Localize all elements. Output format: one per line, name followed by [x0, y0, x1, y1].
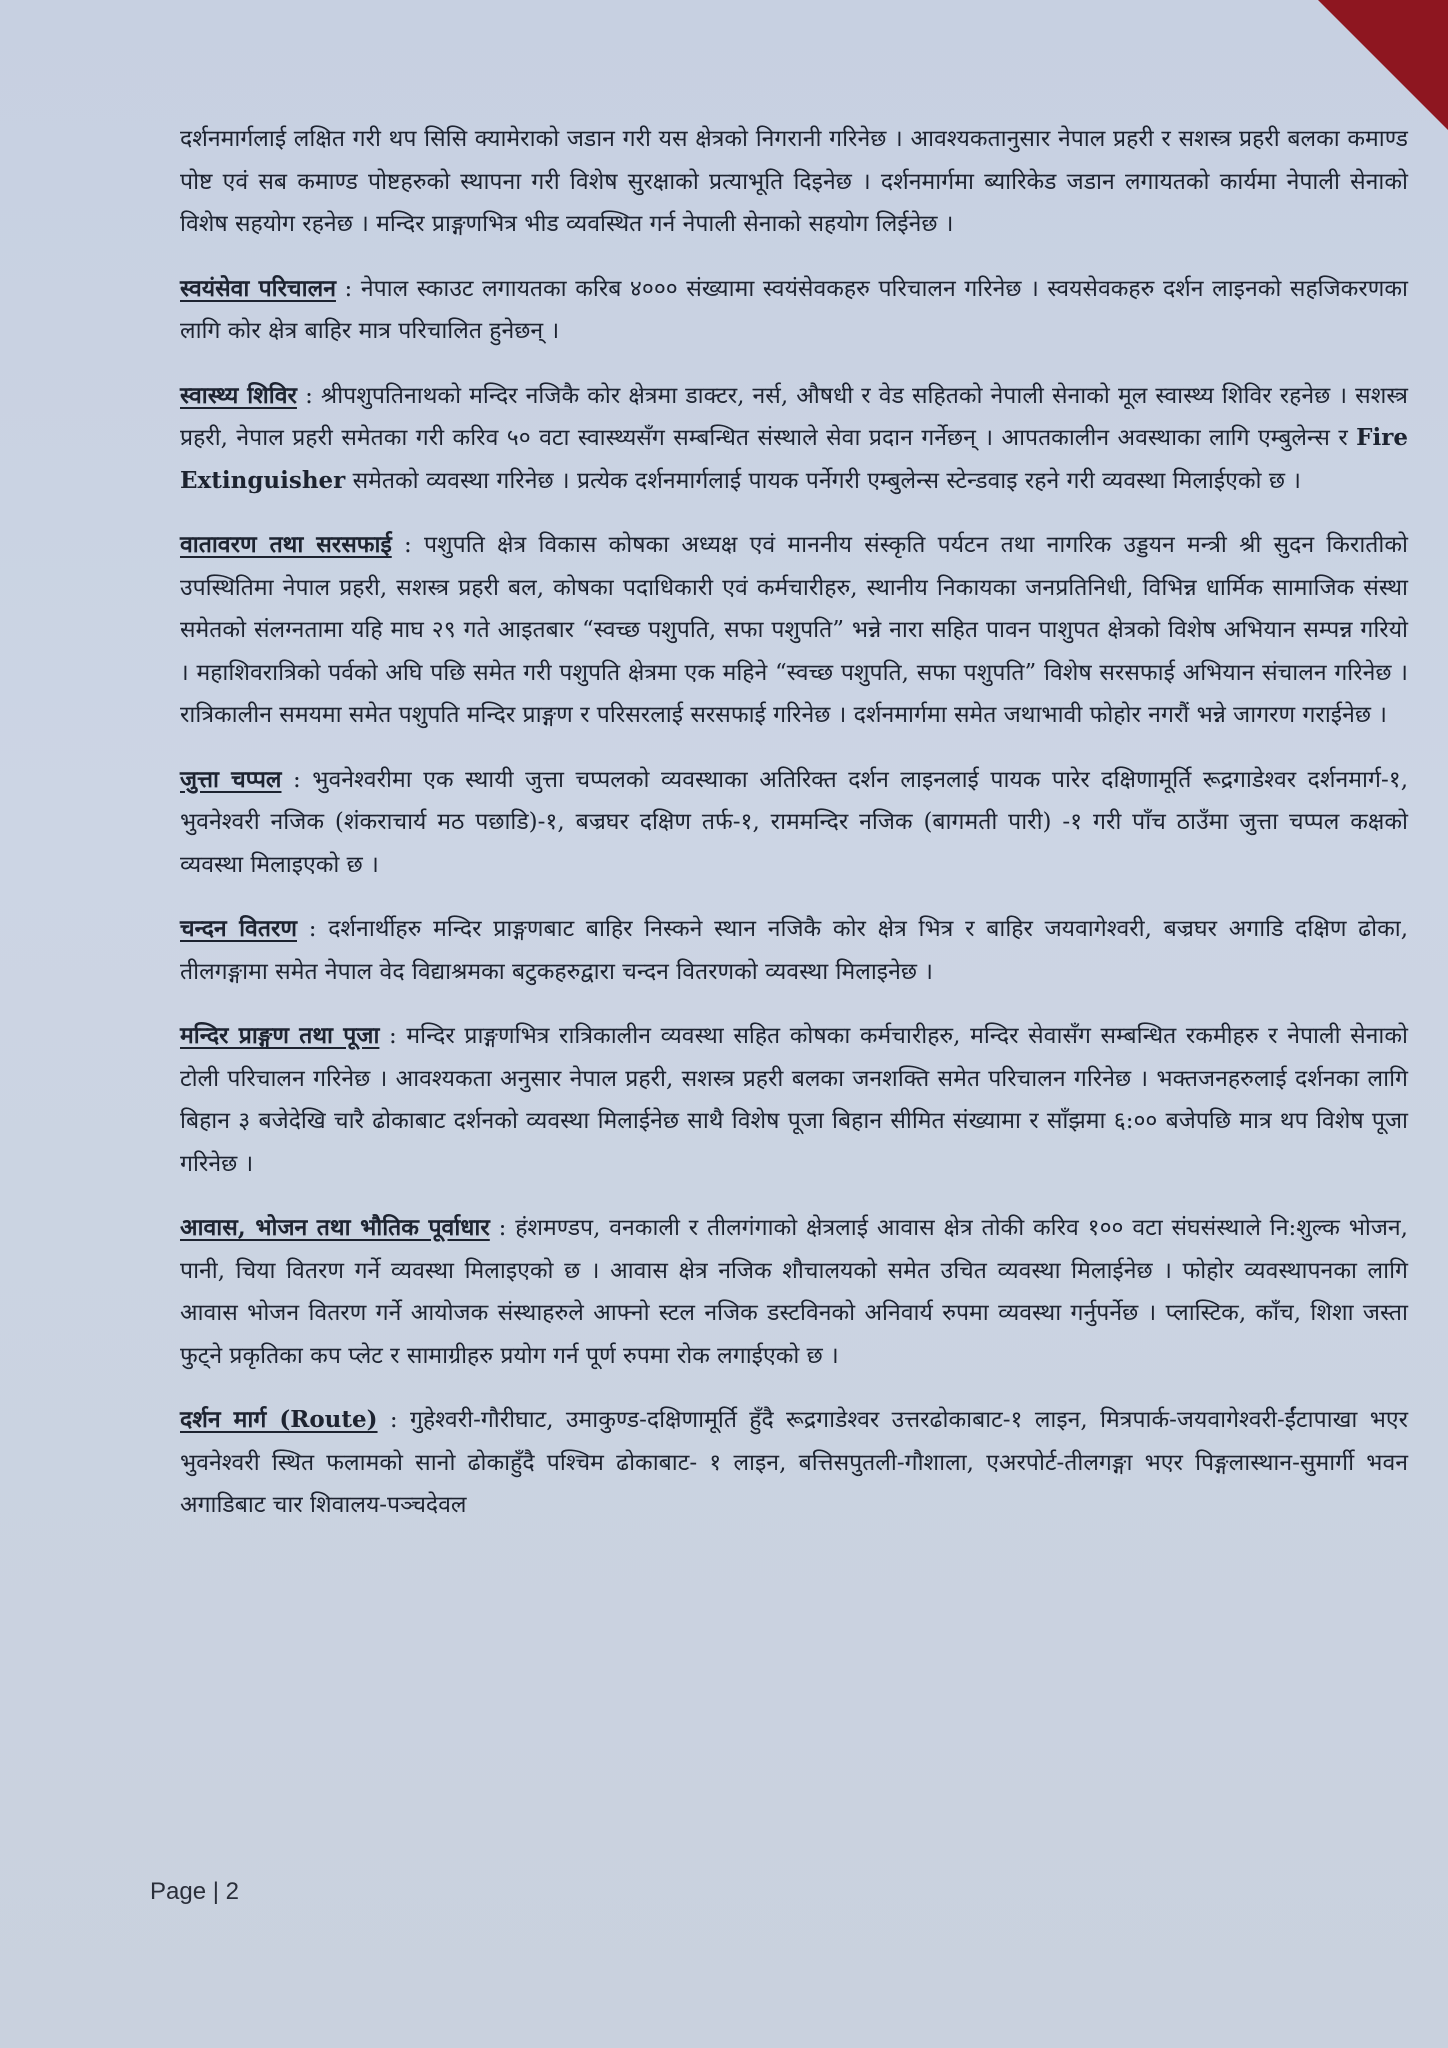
- section-heading: मन्दिर प्राङ्गण तथा पूजा: [180, 1022, 380, 1049]
- section-text: : दर्शनार्थीहरु मन्दिर प्राङ्गणबाट बाहिर निस्कने स्थान नजिकै कोर क्षेत्र भित्र र बाहिर जयवागेश्वरी, बज्रघर अगाडि दक्षिण ढोका, तीलगङ्गामा समेत नेपाल वेद विद्याश्रमका बटुकहरुद्वारा चन्दन वितरणको व्यवस्था मिलाइनेछ ।: [180, 916, 1409, 985]
- document-body: [180, 118, 1408, 1549]
- section-heading: दर्शन मार्ग (Route): [180, 1406, 378, 1433]
- section-text: : हंशमण्डप, वनकाली र तीलगंगाको क्षेत्रलाई आवास क्षेत्र तोकी करिव १०० वटा संघसंस्थाले नि:शुल्क भोजन, पानी, चिया वितरण गर्ने व्यवस्था मिलाइएको छ । आवास क्षेत्र नजिक शौचालयको समेत उचित व्यवस्था मिलाईनेछ । फोहोर व्यवस्थापनका लागि आवास भोजन वितरण गर्ने आयोजक संस्थाहरुले आफ्नो स्टल नजिक डस्टविनको अनिवार्य रुपमा व्यवस्था गर्नुपर्नेछ । प्लास्टिक, काँच, शिशा जस्ता फुट्ने प्रकृतिका कप प्लेट र सामाग्रीहरु प्रयोग गर्न पूर्ण रुपमा रोक लगाईएको छ ।: [180, 1215, 1408, 1369]
- page-corner-shadow: [1318, 0, 1448, 130]
- section-sandalwood: [180, 908, 1408, 993]
- intro-paragraph: [180, 118, 1408, 246]
- section-text-continued: समेतको व्यवस्था गरिनेछ । प्रत्येक दर्शनमार्गलाई पायक पर्नेगरी एम्बुलेन्स स्टेन्डवाइ रहने गरी व्यवस्था मिलाईएको छ ।: [352, 467, 1301, 494]
- section-accommodation: [180, 1207, 1408, 1377]
- page-number: Page | 2: [150, 1878, 239, 1905]
- section-heading: जुत्ता चप्पल: [180, 765, 282, 793]
- section-text: : नेपाल स्काउट लगायतका करिब ४००० संख्यामा स्वयंसेवकहरु परिचालन गरिनेछ । स्वयसेवकहरु दर्शन लाइनको सहजिकरणका लागि कोर क्षेत्र बाहिर मात्र परिचालित हुनेछन् ।: [180, 275, 1409, 344]
- section-heading: स्वयंसेवा परिचालन: [180, 274, 336, 302]
- section-heading: चन्दन वितरण: [180, 915, 297, 942]
- section-route: [180, 1399, 1408, 1527]
- section-heading: वातावरण तथा सरसफाई: [180, 531, 392, 558]
- section-text: : भुवनेश्वरीमा एक स्थायी जुत्ता चप्पलको व्यवस्थाका अतिरिक्त दर्शन लाइनलाई पायक पारेर दक्षिणामूर्ति रूद्रगाडेश्वर दर्शनमार्ग-१, भुवनेश्वरी नजिक (शंकराचार्य मठ पछाडि)-१, बज्रघर दक्षिण तर्फ-१, राममन्दिर नजिक (बागमती पारी) -१ गरी पाँच ठाउँमा जुत्ता चप्पल कक्षको व्यवस्था मिलाइएको छ ।: [180, 766, 1409, 878]
- english-term: Fire Extinguisher: [180, 424, 1408, 494]
- section-health-camp: [180, 375, 1408, 503]
- section-shoes: [180, 759, 1408, 887]
- section-temple-worship: [180, 1015, 1408, 1185]
- section-heading: स्वास्थ्य शिविर: [180, 381, 297, 409]
- section-text: : मन्दिर प्राङ्गणभित्र रात्रिकालीन व्यवस्था सहित कोषका कर्मचारीहरु, मन्दिर सेवासँग सम्बन्धित रकमीहरु र नेपाली सेनाको टोली परिचालन गरिनेछ । आवश्यकता अनुसार नेपाल प्रहरी, सशस्त्र प्रहरी बलका जनशक्ति समेत परिचालन गरिनेछ । भक्तजनहरुलाई दर्शनका लागि बिहान ३ बजेदेखि चारै ढोकाबाट दर्शनको व्यवस्था मिलाईनेछ साथै विशेष पूजा बिहान सीमित संख्यामा र साँझमा ६:०० बजेपछि मात्र थप विशेष पूजा गरिनेछ ।: [180, 1023, 1409, 1177]
- intro-text: दर्शनमार्गलाई लक्षित गरी थप सिसि क्यामेराको जडान गरी यस क्षेत्रको निगरानी गरिनेछ । आवश्यकतानुसार नेपाल प्रहरी र सशस्त्र प्रहरी बलका कमाण्ड पोष्ट एवं सब कमाण्ड पोष्टहरुको स्थापना गरी विशेष सुरक्षाको प्रत्याभूति दिइनेछ । दर्शनमार्गमा ब्यारिकेड जडान लगायतको कार्यमा नेपाली सेनाको विशेष सहयोग रहनेछ । मन्दिर प्राङ्गणभित्र भीड व्यवस्थित गर्न नेपाली सेनाको सहयोग लिईनेछ ।: [180, 126, 1408, 237]
- section-text: : पशुपति क्षेत्र विकास कोषका अध्यक्ष एवं माननीय संस्कृति पर्यटन तथा नागरिक उड्डयन मन्त्री श्री सुदन किरातीको उपस्थितिमा नेपाल प्रहरी, सशस्त्र प्रहरी बल, कोषका पदाधिकारी एवं कर्मचारीहरु, स्थानीय निकायका जनप्रतिनिधी, विभिन्न धार्मिक सामाजिक संस्था समेतको संलग्नतामा यहि माघ २९ गते आइतबार “स्वच्छ पशुपति, सफा पशुपति” भन्ने नारा सहित पावन पाशुपत क्षेत्रको विशेष अभियान सम्पन्न गरियो । महाशिवरात्रिको पर्वको अघि पछि समेत गरी पशुपति क्षेत्रमा एक महिने “स्वच्छ पशुपति, सफा पशुपति” विशेष सरसफाई अभियान संचालन गरिनेछ । रात्रिकालीन समयमा समेत पशुपति मन्दिर प्राङ्गण र परिसरलाई सरसफाई गरिनेछ । दर्शनमार्गमा समेत जथाभावी फोहोर नगरौं भन्ने जागरण गराईनेछ ।: [180, 532, 1408, 728]
- section-environment-cleaning: [180, 524, 1408, 737]
- section-volunteers: [180, 268, 1408, 353]
- section-text: : गुहेश्वरी-गौरीघाट, उमाकुण्ड-दक्षिणामूर्ति हुँदै रूद्रगाडेश्वर उत्तरढोकाबाट-१ लाइन, मित्रपार्क-जयवागेश्वरी-ईंटापाखा भएर भुवनेश्वरी स्थित फलामको सानो ढोकाहुँदै पश्चिम ढोकाबाट- १ लाइन, बत्तिसपुतली-गौशाला, एअरपोर्ट-तीलगङ्गा भएर पिङ्गलास्थान-सुमार्गी भवन अगाडिबाट चार शिवालय-पञ्चदेवल: [180, 1407, 1408, 1518]
- section-heading: आवास, भोजन तथा भौतिक पूर्वाधार: [180, 1214, 490, 1241]
- section-text: : श्रीपशुपतिनाथको मन्दिर नजिकै कोर क्षेत्रमा डाक्टर, नर्स, औषधी र वेड सहितको नेपाली सेनाको मूल स्वास्थ्य शिविर रहनेछ । सशस्त्र प्रहरी, नेपाल प्रहरी समेतका गरी करिव ५० वटा स्वास्थ्यसँग सम्बन्धित संस्थाले सेवा प्रदान गर्नेछन् । आपतकालीन अवस्थाका लागि एम्बुलेन्स र: [180, 382, 1409, 451]
